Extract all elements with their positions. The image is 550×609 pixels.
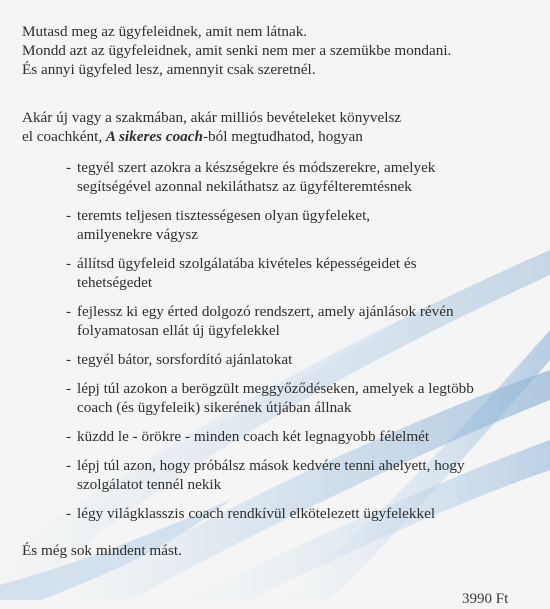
list-item [66, 379, 536, 417]
list-item-line: teremts teljesen tisztességesen olyan ügyfeleket, [77, 207, 371, 224]
list-item-line: légy világklasszis coach rendkívül elkötelezett ügyfelekkel [77, 505, 436, 522]
book-title: A sikeres coach [105, 128, 203, 145]
list-item-line: folyamatosan ellát új ügyfelekkel [77, 322, 280, 339]
bullet-dash: - [66, 380, 72, 397]
intro-line: Mutasd meg az ügyfeleidnek, amit nem látnak. [22, 23, 308, 40]
bullet-dash: - [66, 207, 72, 224]
list-item-line: lépj túl azokon a berögzült meggyőződéseken, amelyek a legtöbb [77, 380, 474, 397]
list-item-line: tehetségedet [77, 274, 153, 291]
list-item [66, 302, 536, 340]
list-item [66, 456, 536, 494]
list-item [66, 254, 536, 292]
bullet-dash: - [66, 505, 72, 522]
list-item [66, 504, 536, 523]
lead-line [22, 127, 542, 146]
list-item-line: tegyél szert azokra a készségekre és módszerekre, amelyek [77, 159, 436, 176]
intro-line: Mondd azt az ügyfeleidnek, amit senki nem mer a szemükbe mondani. [22, 42, 452, 59]
list-item-line: állítsd ügyfeleid szolgálatába kivételes képességeidet és [77, 255, 417, 272]
intro-paragraph [22, 22, 532, 79]
list-item-line: amilyenekre vágysz [77, 226, 199, 243]
list-item [66, 158, 536, 196]
benefit-list [66, 158, 536, 533]
list-item [66, 427, 536, 446]
bullet-dash: - [66, 351, 72, 368]
bullet-dash: - [66, 303, 72, 320]
price-label: 3990 Ft [462, 591, 509, 607]
closing-line: És még sok mindent mást. [22, 542, 182, 559]
bullet-dash: - [66, 428, 72, 445]
list-item-line: segítségével azonnal nekiláthatsz az ügyfélteremtésnek [77, 178, 412, 195]
list-item-line: szolgálatot tennél nekik [77, 476, 222, 493]
bullet-dash: - [66, 457, 72, 474]
list-item-line: fejlessz ki egy érted dolgozó rendszert, amely ajánlások révén [77, 303, 454, 320]
lead-text: el coachként, [22, 128, 106, 145]
list-item-line: lépj túl azon, hogy próbálsz mások kedvére tenni ahelyett, hogy [77, 457, 465, 474]
lead-text: -ból megtudhatod, hogyan [202, 128, 363, 145]
list-item-line: küzdd le - örökre - minden coach két legnagyobb félelmét [77, 428, 430, 445]
bullet-dash: - [66, 159, 72, 176]
list-item [66, 350, 536, 369]
bullet-dash: - [66, 255, 72, 272]
lead-paragraph [22, 108, 542, 146]
list-item-line: tegyél bátor, sorsfordító ajánlatokat [77, 351, 293, 368]
intro-line: És annyi ügyfeled lesz, amennyit csak szeretnél. [22, 61, 316, 78]
closing-paragraph [22, 541, 182, 560]
list-item [66, 206, 536, 244]
list-item-line: coach (és ügyfeleik) sikerének útjában állnak [77, 399, 352, 416]
lead-line: Akár új vagy a szakmában, akár milliós bevételeket könyvelsz [22, 109, 402, 126]
